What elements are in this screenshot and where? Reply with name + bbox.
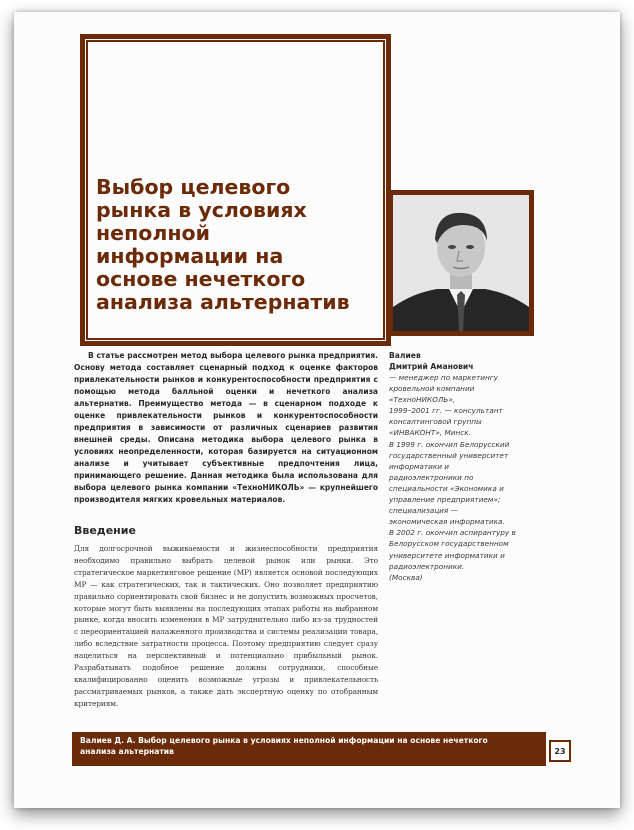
article-abstract: В статье рассмотрен метод выбора целевого рынка предприятия. Основу метода составляет сценарный подход к оценке факторов привлекательности рынков и конкурентоспособности предприятия с помощью метода балльной оценки и нечеткого анализа альтернатив. Преимущество метода — в сценарном подходе к оценке привлекательности рынков и конкурентоспособности предприятия в зависимости от различных сценариев развития внешней среды. Описана методика выбора целевого рынка в условиях неопределенности, которая базируется на ситуационном анализе и учитывает субъективные предпочтения лица, принимающего решение. Данная методика была использована для выбора целевого рынка компании «ТехноНИКОЛЬ» — крупнейшего производителя мягких кровельных материалов.: [74, 351, 378, 504]
article-body-text: Для долгосрочной выживаемости и жизнеспособности предприятия необходимо правильно выбрать целевой рынок или рынки. Это стратегическое маркетинговое решение (МР) является основой последующих МР — как стратегических, так и тактических. Оно позволяет предприятию правильно сориентировать свой бизнес и не допустить возможных просчетов, которые могут быть выявлены на последующих этапах работы на выбранном рынке, когда вносить изменения в МР затруднительно либо из-за трудностей с переориентацией налаженного производства и системы реализации товара, либо вследствие затратности процесса. Поэтому предприятию следует сразу нацелиться на перспективный и потенциально прибыльный рынок. Разрабатывать подобное решение должны сотрудники, способные квалифицированно оценить возможные угрозы и привлекательность рассматриваемых рынков, а также дать экспертную оценку по отобранным критериям.: [74, 544, 378, 708]
footer-citation: Валиев Д. А. Выбор целевого рынка в условиях неполной информации на основе нечеткого анализа альтернатив: [80, 736, 488, 756]
page-number: 23: [549, 740, 571, 762]
author-photo: [388, 190, 534, 336]
portrait-photo-icon: [393, 195, 529, 331]
author-bio: — менеджер по маркетингу кровельной компании «ТехноНИКОЛЬ», 1999–2001 гг. — консультант консалтинговой группы «ИНВАКОНТ», Минск. В 1999 г. окончил Белорусский государственный университет информатики и радиоэлектроники по специальности «Экономика и управление предприятием»; специализация — экономическая информатика. В 2002 г. окончил аспирантуру в Белорусском государственном университете информатики и радиоэлектроники. (Москва): [389, 373, 516, 582]
article-title: Выбор целевого рынка в условиях неполной информации на основе нечеткого анализа альтернатив: [96, 175, 350, 314]
author-name: Валиев Дмитрий Аманович: [389, 351, 474, 371]
section-heading-introduction: Введение: [74, 524, 136, 537]
